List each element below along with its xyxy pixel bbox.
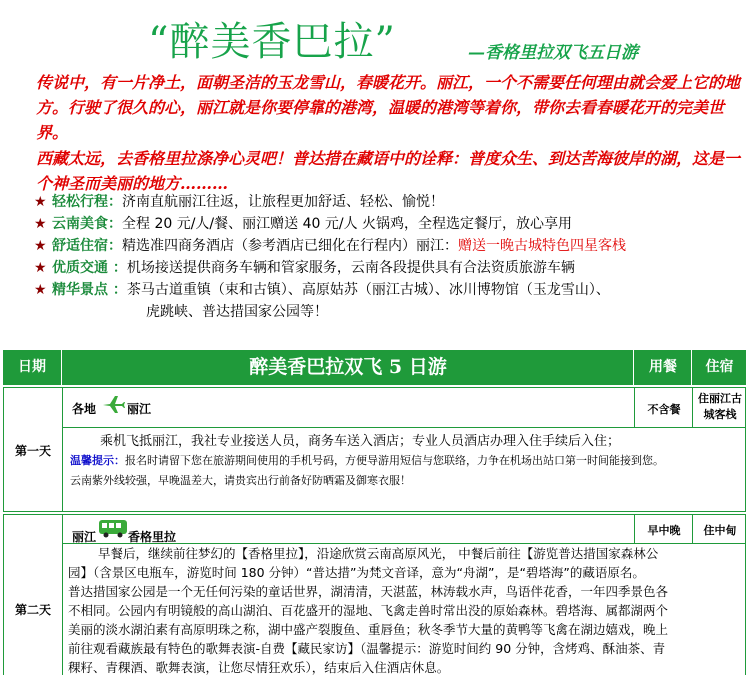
feature-label: 精华景点 ： bbox=[52, 282, 127, 298]
col-stay-header: 住宿 bbox=[705, 359, 734, 375]
description-line: 普达措国家公园是一个无任何污染的童话世界，湖清清，天湛蓝，林涛载水声，鸟语伴花香，一年四季景色各 bbox=[68, 584, 669, 599]
col-title-header: 醉美香巴拉双飞 5 日游 bbox=[249, 356, 447, 378]
intro-paragraph-1: 传说中，有一片净土，面朝圣洁的玉龙雪山，春暖花开。丽江，一个不需要任何理由就会爱上它的地方。行驶了很久的心，丽江就是你要停靠的港湾，温暖的港湾等着你，带你去看春暖花开的完美世界。 bbox=[36, 73, 741, 142]
star-icon: ★ bbox=[34, 282, 47, 298]
header-divider bbox=[691, 350, 692, 385]
day-description bbox=[68, 544, 742, 677]
description-line: 园】（含景区电瓶车，游览时间 180 分钟）“普达措”为梵文音译，意为“舟湖”，是“碧塔海”的藏语原名。 bbox=[68, 565, 645, 580]
star-icon: ★ bbox=[34, 238, 47, 254]
meal-info: 早中晚 bbox=[647, 524, 681, 537]
col-meal-header: 用餐 bbox=[649, 359, 677, 375]
warm-tip-text: 报名时请留下您在旅游期间使用的手机号码，方便导游用短信与您联络，力争在机场出站口第一时间能接到您。 bbox=[125, 454, 664, 467]
feature-highlight: 赠送一晚古城特色四星客栈 bbox=[458, 238, 626, 254]
warm-tip bbox=[70, 452, 742, 470]
row-divider bbox=[692, 515, 693, 543]
description-line: 早餐后，继续前往梦幻的【香格里拉】，沿途欣赏云南高原风光， 中餐后前往【游览普达措国家森林公 bbox=[98, 546, 659, 561]
day-row-2 bbox=[3, 514, 746, 675]
description-line: 不相同。公园内有明镜般的高山湖泊、百花盛开的湿地、飞禽走兽时常出没的原始森林。碧塔海、属都湖两个 bbox=[68, 603, 669, 618]
row-divider bbox=[62, 515, 63, 675]
star-icon: ★ bbox=[34, 194, 47, 210]
row-divider bbox=[63, 427, 745, 428]
page-subtitle: —香格里拉双飞五日游 bbox=[468, 43, 638, 63]
title-row bbox=[0, 0, 749, 64]
col-date-header: 日期 bbox=[18, 359, 46, 375]
header-divider bbox=[61, 350, 62, 385]
row-divider bbox=[634, 388, 635, 427]
row-divider bbox=[634, 515, 635, 543]
feature-label: 优质交通 ： bbox=[52, 260, 127, 276]
description-line: 美丽的淡水湖泊素有高原明珠之称，湖中盛产裂腹鱼、重唇鱼；秋冬季节大量的黄鸭等飞禽在湖边嬉戏，晚上 bbox=[68, 622, 669, 637]
feature-text: 机场接送提供商务车辆和管家服务，云南各段提供具有合法资质旅游车辆 bbox=[126, 260, 575, 276]
day-description: 乘机飞抵丽江，我社专业接送人员，商务车送入酒店；专业人员酒店办理入住手续后入住； bbox=[100, 434, 621, 449]
day-label: 第二天 bbox=[14, 603, 51, 617]
feature-text: 全程 20 元/人/餐、丽江赠送 40 元/人 火锅鸡，全程选定餐厅，放心享用 bbox=[122, 216, 573, 232]
description-line: 前往观看藏族最有特色的歌舞表演-自费【藏民家访】（温馨提示：游览时间约 90 分钟，含烤鸡、酥油茶、青 bbox=[68, 641, 666, 656]
feature-text: 济南直航丽江往返，让旅程更加舒适、轻松、愉悦！ bbox=[122, 194, 444, 210]
feature-item bbox=[34, 213, 746, 235]
page-title: “醉美香巴拉” bbox=[148, 19, 396, 65]
intro-paragraph-2: 西藏太远，去香格里拉涤净心灵吧！普达措在藏语中的诠释：普度众生、到达苦海彼岸的湖，这是一个神圣而美丽的地方……… bbox=[36, 149, 741, 193]
feature-label: 云南美食： bbox=[52, 216, 122, 232]
feature-text-continued: 虎跳峡、普达措国家公园等！ bbox=[146, 304, 328, 320]
itinerary-header bbox=[3, 350, 746, 385]
airplane-icon bbox=[101, 394, 125, 418]
day-row-1 bbox=[3, 387, 746, 512]
row-divider bbox=[692, 388, 693, 427]
route-from: 各地 bbox=[72, 402, 97, 416]
day-label: 第一天 bbox=[14, 444, 51, 458]
feature-text: 茶马古道重镇（束和古镇）、高原姑苏（丽江古城）、冰川博物馆（玉龙雪山）、 bbox=[126, 282, 610, 298]
header-divider bbox=[633, 350, 634, 385]
stay-info: 住中甸 bbox=[703, 524, 737, 537]
route-from: 丽江 bbox=[72, 530, 97, 544]
row-divider bbox=[62, 388, 63, 511]
feature-list bbox=[34, 191, 746, 323]
feature-label: 轻松行程： bbox=[52, 194, 122, 210]
star-icon: ★ bbox=[34, 260, 47, 276]
star-icon: ★ bbox=[34, 216, 47, 232]
feature-item bbox=[34, 235, 746, 257]
description-line: 稞籽、青稞酒、歌舞表演，让您尽情狂欢乐），结束后入住酒店休息。 bbox=[68, 660, 450, 675]
feature-item bbox=[34, 191, 746, 213]
route-to: 香格里拉 bbox=[128, 530, 177, 544]
feature-item bbox=[34, 279, 746, 323]
feature-text: 精选准四商务酒店（参考酒店已细化在行程内）丽江： bbox=[122, 238, 458, 254]
bus-icon bbox=[98, 518, 128, 542]
stay-info: 住丽江古城客栈 bbox=[698, 392, 742, 421]
route-to: 丽江 bbox=[127, 402, 152, 416]
feature-item bbox=[34, 257, 746, 279]
warm-tip-label: 温馨提示： bbox=[70, 454, 125, 467]
meal-info: 不含餐 bbox=[647, 403, 681, 416]
feature-label: 舒适住宿： bbox=[52, 238, 122, 254]
warm-tip-extra: 云南紫外线较强，早晚温差大，请贵宾出行前备好防晒霜及御寒衣服！ bbox=[70, 474, 411, 487]
